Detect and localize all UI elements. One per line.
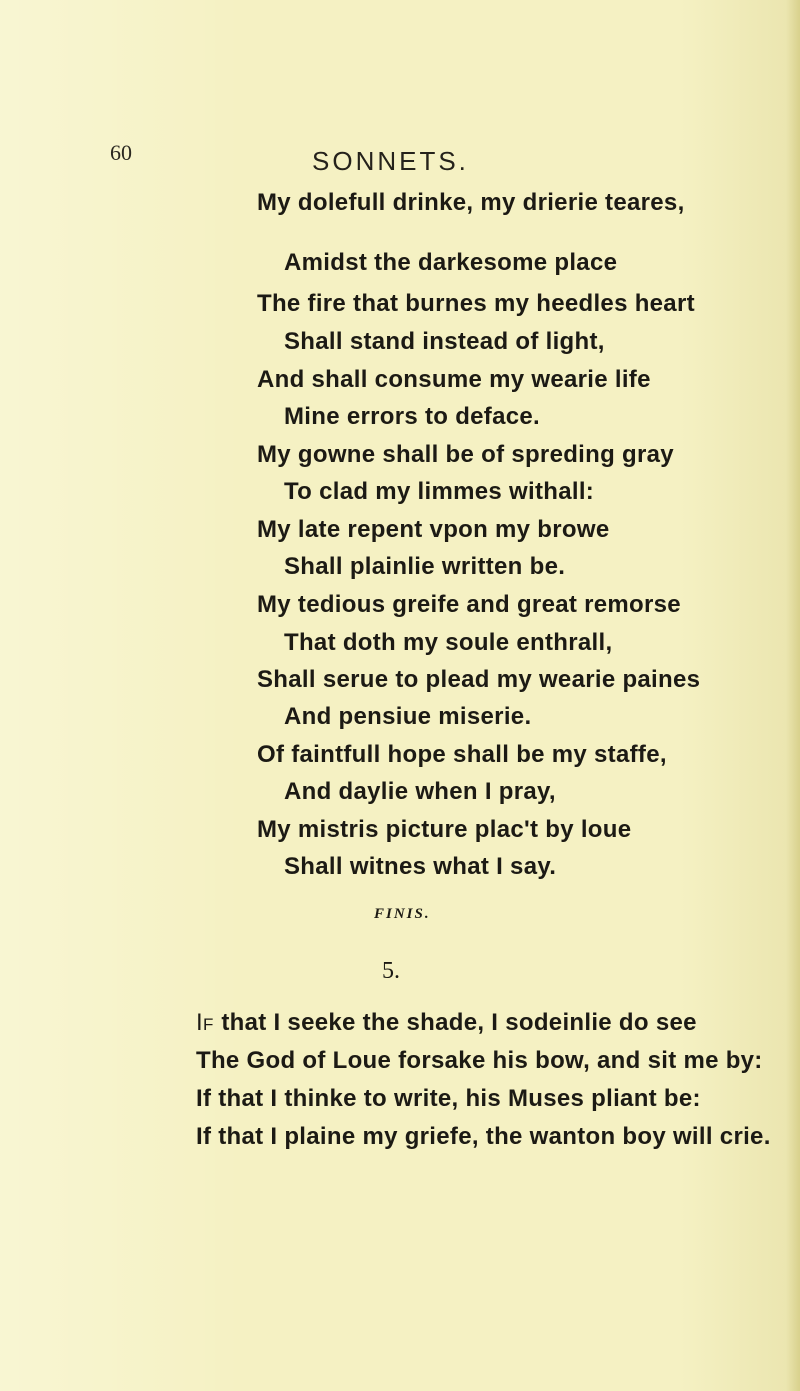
sonnet-line: If that I thinke to write, his Muses pliant be: bbox=[196, 1085, 701, 1112]
sonnet-line: The God of Loue forsake his bow, and sit me by: bbox=[196, 1047, 763, 1074]
page-edge-stain bbox=[786, 0, 800, 1391]
page-number: 60 bbox=[110, 140, 132, 165]
running-head: SONNETS. bbox=[312, 146, 469, 176]
poem-line: My tedious greife and great remorse bbox=[257, 591, 681, 618]
poem-line: My late repent vpon my browe bbox=[257, 516, 610, 543]
sonnet-line bbox=[196, 1008, 697, 1040]
poem-line: My mistris picture plac't by loue bbox=[257, 816, 632, 843]
poem-line: Of faintfull hope shall be my staffe, bbox=[257, 741, 667, 768]
sonnet-number: 5. bbox=[382, 958, 400, 984]
poem-line: The fire that burnes my heedles heart bbox=[257, 290, 695, 317]
poem-line: And pensiue miserie. bbox=[284, 703, 532, 730]
poem-line: To clad my limmes withall: bbox=[284, 478, 595, 505]
poem-line: My dolefull drinke, my drierie teares, bbox=[257, 189, 685, 216]
drop-initial: I bbox=[196, 1009, 203, 1036]
sonnet-line-text: that I seeke the shade, I sodeinlie do see bbox=[214, 1009, 697, 1036]
poem-line: And shall consume my wearie life bbox=[257, 366, 651, 393]
poem-line: Mine errors to deface. bbox=[284, 403, 541, 430]
sonnet-line: If that I plaine my griefe, the wanton boy will crie. bbox=[196, 1123, 771, 1150]
poem-line: Shall stand instead of light, bbox=[284, 328, 605, 355]
poem-line: That doth my soule enthrall, bbox=[284, 629, 613, 656]
poem-line: Shall witnes what I say. bbox=[284, 853, 557, 880]
finis-label: FINIS. bbox=[374, 906, 431, 922]
small-caps: F bbox=[202, 1015, 215, 1034]
poem-line: Shall serue to plead my wearie paines bbox=[257, 666, 701, 693]
poem-line: Shall plainlie written be. bbox=[284, 553, 566, 580]
poem-line: My gowne shall be of spreding gray bbox=[257, 441, 674, 468]
poem-line: And daylie when I pray, bbox=[284, 778, 556, 805]
poem-line: Amidst the darkesome place bbox=[284, 249, 618, 276]
